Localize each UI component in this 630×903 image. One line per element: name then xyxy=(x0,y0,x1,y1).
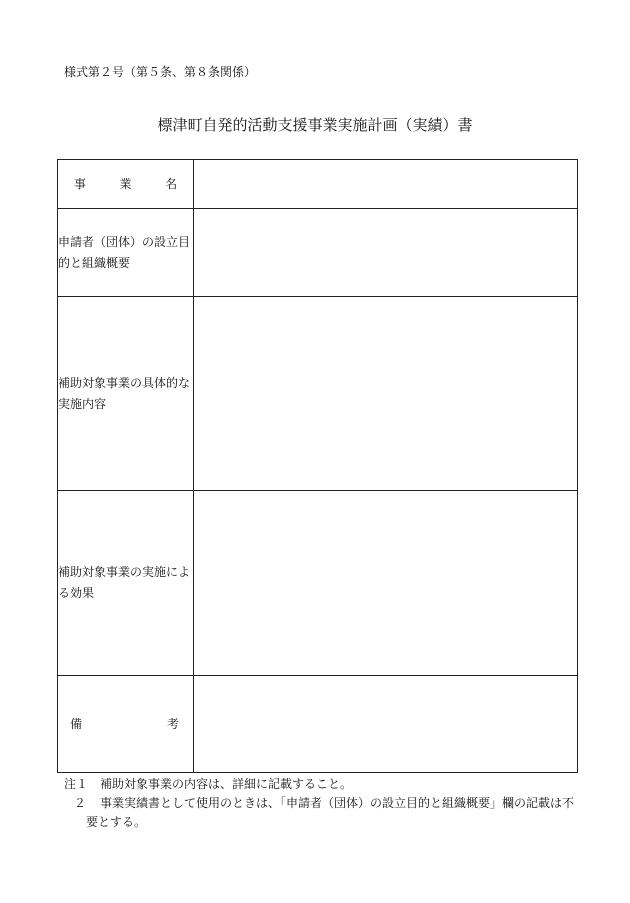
note-marker: ２ xyxy=(73,796,86,810)
applicant-field[interactable] xyxy=(194,209,578,297)
notes-section xyxy=(64,775,584,832)
applicant-label-cell xyxy=(58,209,194,297)
remarks-label-cell xyxy=(58,676,194,773)
details-label-cell xyxy=(58,297,194,491)
effect-label: 補助対象事業の実施による効果 xyxy=(58,565,191,600)
effect-label-cell xyxy=(58,491,194,676)
note-continuation: 要とする。 xyxy=(86,815,147,829)
note-text: 事業実績書として使用のときは、「申請者（団体）の設立目的と組織概要」欄の記載は不 xyxy=(100,796,575,810)
project-name-field[interactable] xyxy=(194,160,578,209)
applicant-label: 申請者（団体）の設立目的と組織概要 xyxy=(58,234,191,270)
note-marker: 注１ xyxy=(64,777,89,791)
details-field[interactable] xyxy=(194,297,578,491)
remarks-field[interactable] xyxy=(194,676,578,773)
project-name-row xyxy=(58,160,578,209)
remarks-label-left: 備 xyxy=(70,716,83,731)
effect-row xyxy=(58,491,578,676)
project-name-label: 事 業 名 xyxy=(73,176,188,191)
form-number: 様式第２号（第５条、第８条関係） xyxy=(64,65,257,79)
details-row xyxy=(58,297,578,491)
note-item xyxy=(64,794,584,813)
remarks-row xyxy=(58,676,578,773)
details-label: 補助対象事業の具体的な実施内容 xyxy=(58,375,191,411)
remarks-label xyxy=(58,714,193,735)
note-item xyxy=(64,775,584,794)
document-title: 標津町自発的活動支援事業実施計画（実績）書 xyxy=(157,116,473,134)
effect-field[interactable] xyxy=(194,491,578,676)
applicant-row xyxy=(58,209,578,297)
remarks-label-right: 考 xyxy=(166,716,179,731)
project-name-label-cell xyxy=(58,160,194,209)
application-form-table xyxy=(57,159,578,773)
note-text: 補助対象事業の内容は、詳細に記載すること。 xyxy=(100,777,353,791)
